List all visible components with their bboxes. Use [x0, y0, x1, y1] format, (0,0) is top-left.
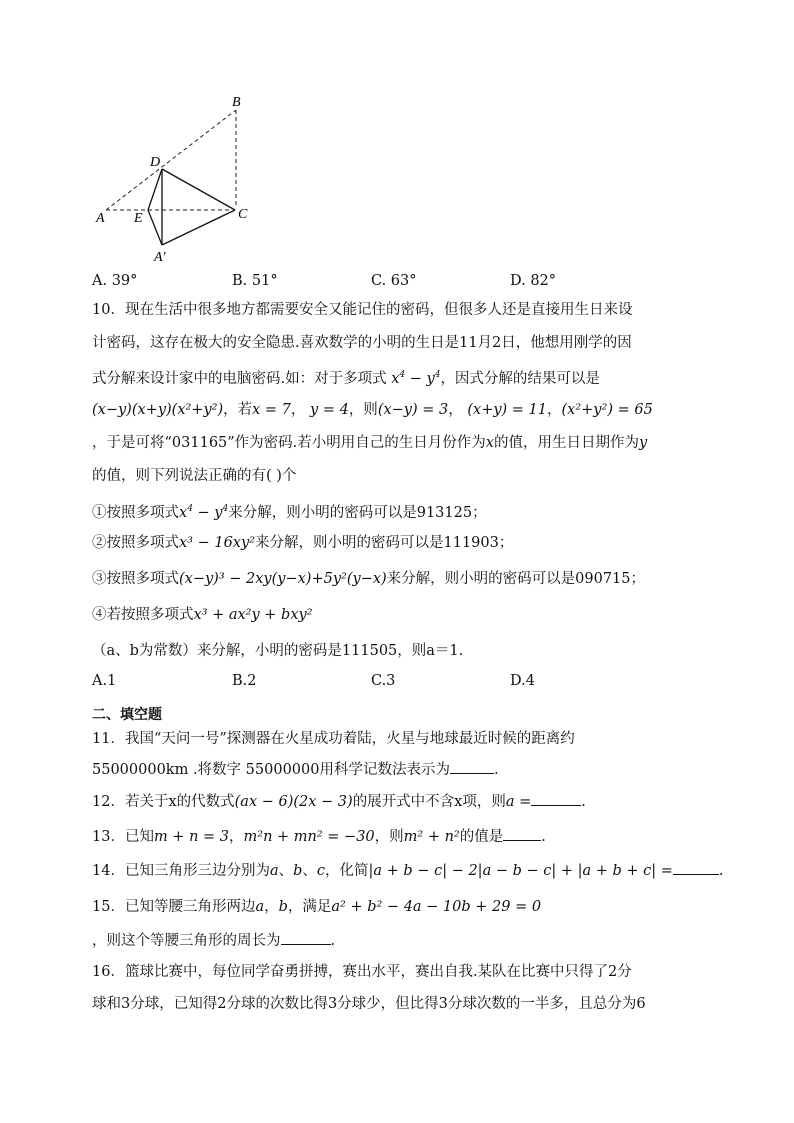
q10-statement-1: ①按照多项式$x^4 - y^4$来分解，则小明的密码可以是913125；: [92, 504, 487, 521]
q10-line-6: 的值，则下列说法正确的有( )个: [92, 468, 297, 484]
q14: 14．已知三角形三边分别为a、b、c，化简|a + b − c| − 2|a − b − c| + |a + b + c| = .: [92, 860, 724, 881]
q10-line-3: 式分解来设计家中的电脑密码.如：对于多项式 $x^4 - y^4$，因式分解的结果可以是: [92, 370, 600, 387]
answer-blank[interactable]: [531, 791, 581, 806]
q11-line-1: 11．我国“天问一号”探测器在火星成功着陆，火星与地球最近时候的距离约: [92, 731, 575, 747]
geometry-figure: [92, 88, 292, 268]
answer-blank[interactable]: [450, 759, 494, 774]
q10-statement-4-cont: （a、b为常数）来分解，小明的密码是111505，则a＝1.: [92, 643, 464, 659]
answer-blank[interactable]: [673, 860, 719, 875]
q15-line-2: ，则这个等腰三角形的周长为 .: [92, 930, 335, 951]
segment-DC: [162, 169, 235, 210]
q9-option-d: D. 82°: [510, 273, 557, 289]
q15-line-1: 15．已知等腰三角形两边a，b，满足a² + b² − 4a − 10b + 29 = 0: [92, 899, 542, 915]
answer-blank[interactable]: [503, 826, 541, 841]
q10-option-c: C.3: [371, 673, 396, 689]
q12: 12．若关于x的代数式(ax − 6)(2x − 3)的展开式中不含x项，则a = .: [92, 791, 586, 812]
q10-line-1: 10．现在生活中很多地方都需要安全又能记住的密码，但很多人还是直接用生日来设: [92, 302, 633, 318]
segment-A1C: [162, 210, 235, 245]
q10-option-d: D.4: [510, 673, 535, 689]
q16-line-1: 16．篮球比赛中，每位同学奋勇拼搏，赛出水平，赛出自我.某队在比赛中只得了2分: [92, 964, 632, 980]
q9-option-c: C. 63°: [371, 273, 417, 289]
label-B: B: [232, 95, 241, 110]
q10-option-b: B.2: [232, 673, 257, 689]
segment-AB: [106, 110, 236, 210]
q10-statement-4: ④若按照多项式x³ + ax²y + bxy²: [92, 607, 313, 623]
label-E: E: [134, 211, 143, 226]
q9-option-b: B. 51°: [232, 273, 278, 289]
q10-option-a: A.1: [92, 673, 117, 689]
q10-line-2: 计密码，这存在极大的安全隐患.喜欢数学的小明的生日是11月2日，他想用刚学的因: [92, 335, 632, 351]
segment-DE: [148, 169, 162, 210]
q10-line-4: (x−y)(x+y)(x²+y²)，若x = 7， y = 4，则(x−y) = 3， (x+y) = 11，(x²+y²) = 65: [92, 402, 653, 418]
q13: 13．已知m + n = 3，m²n + mn² = −30，则m² + n²的值是 .: [92, 826, 546, 847]
segment-EA1: [148, 210, 162, 245]
label-A-prime: A′: [154, 250, 166, 265]
q10-statement-2: ②按照多项式x³ − 16xy²来分解，则小明的密码可以是111903；: [92, 535, 514, 551]
answer-blank[interactable]: [281, 930, 331, 945]
section-title: 二、填空题: [92, 707, 162, 723]
label-A: A: [96, 211, 105, 226]
label-D: D: [150, 155, 161, 170]
q10-line-5: ，于是可将“031165”作为密码.若小明用自己的生日月份作为x的值，用生日日期作为y: [92, 435, 648, 451]
label-C: C: [238, 207, 248, 222]
q11-line-2: 55000000km .将数字 55000000用科学记数法表示为 .: [92, 759, 499, 780]
q16-line-2: 球和3分球，已知得2分球的次数比得3分球少，但比得3分球次数的一半多，且总分为6: [92, 996, 646, 1012]
q10-statement-3: ③按照多项式(x−y)³ − 2xy(y−x)+5y²(y−x)来分解，则小明的密码可以是090715；: [92, 571, 646, 587]
q9-option-a: A. 39°: [92, 273, 138, 289]
